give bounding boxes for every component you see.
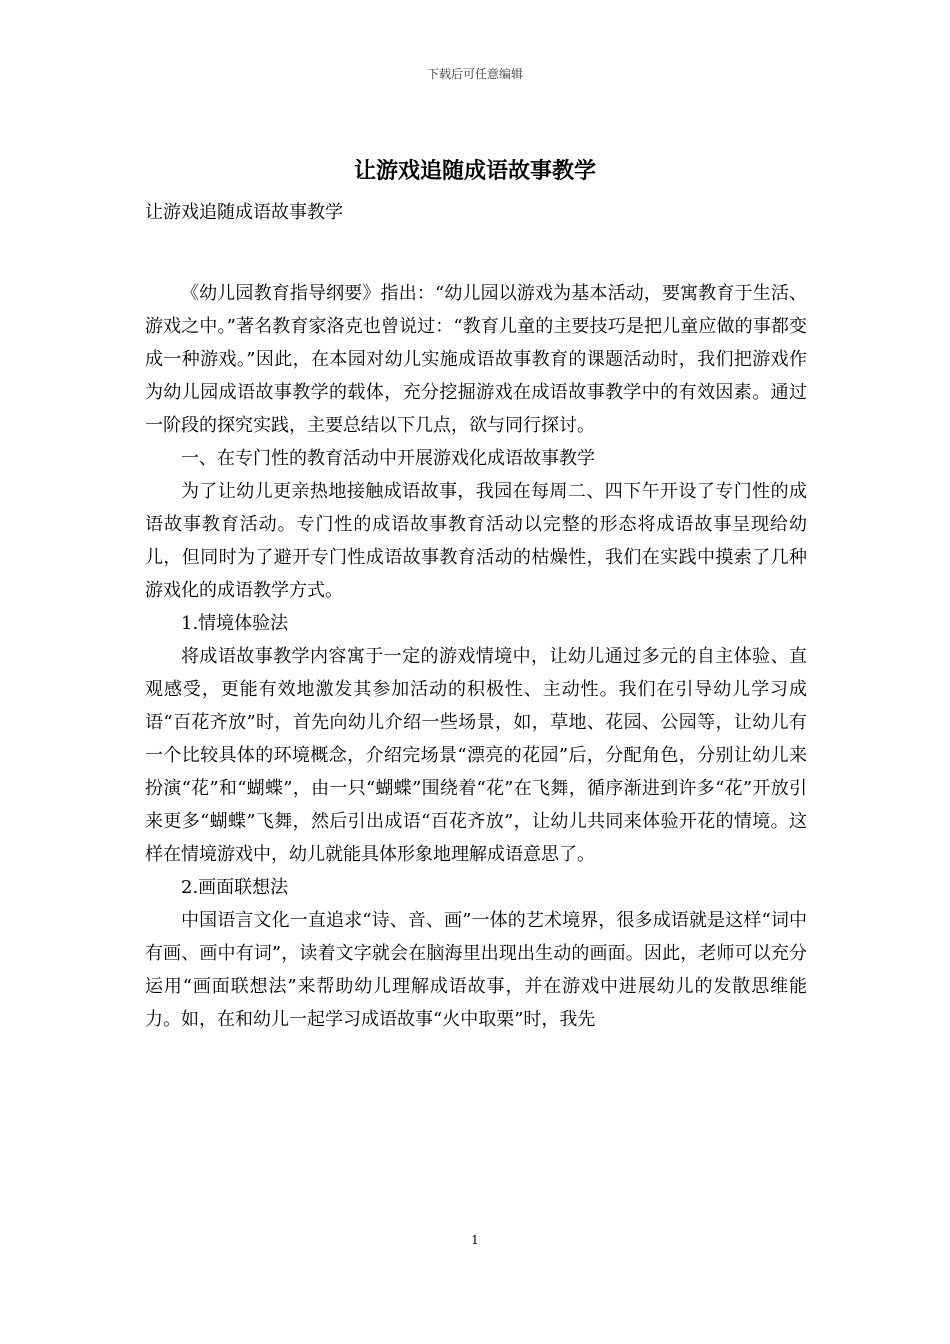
page-header: 下载后可任意编辑 [426,67,523,81]
document-body [145,196,807,1036]
picture-association-paragraph: 中国语言文化一直追求“诗、音、画”一体的艺术境界，很多成语就是这样“词中有画、画中有词”，读着文字就会在脑海里出现出生动的画面。因此，老师可以充分运用“画面联想法”来帮助幼儿理解成语故事，并在游戏中进展幼儿的发散思维能力。如，在和幼儿一起学习成语故事“火中取栗”时，我先 [145,910,807,1030]
intro-paragraph: 《幼儿园教育指导纲要》指出：“幼儿园以游戏为基本活动，要寓教育于生活、游戏之中。”著名教育家洛克也曾说过：“教育儿童的主要技巧是把儿童应做的事都变成一种游戏。”因此，在本园对幼儿实施成语故事教育的课题活动时，我们把游戏作为幼儿园成语故事教学的载体，充分挖掘游戏在成语故事教学中的有效因素。通过一阶段的探究实践，主要总结以下几点，欲与同行探讨。 [145,283,807,436]
situation-experience-paragraph: 将成语故事教学内容寓于一定的游戏情境中，让幼儿通过多元的自主体验、直观感受，更能有效地激发其参加活动的积极性、主动性。我们在引导幼儿学习成语“百花齐放”时，首先向幼儿介绍一些场景，如，草地、花园、公园等，让幼儿有一个比较具体的环境概念，介绍完场景“漂亮的花园”后，分配角色，分别让幼儿来扮演“花”和“蝴蝶”，由一只“蝴蝶”围绕着“花”在飞舞，循序渐进到许多“花”开放引来更多“蝴蝶”飞舞，然后引出成语“百花齐放”，让幼儿共同来体验开花的情境。这样在情境游戏中，幼儿就能具体形象地理解成语意思了。 [145,646,807,865]
subheading-picture-association: 2.画面联想法 [181,877,289,898]
section-heading-1: 一、在专门性的教育活动中开展游戏化成语故事教学 [181,448,595,469]
document-subtitle: 让游戏追随成语故事教学 [145,202,343,223]
document-title: 让游戏追随成语故事教学 [353,158,596,184]
section-1-paragraph: 为了让幼儿更亲热地接触成语故事，我园在每周二、四下午开设了专门性的成语故事教育活动。专门性的成语故事教育活动以完整的形态将成语故事呈现给幼儿，但同时为了避开专门性成语故事教育活动的枯燥性，我们在实践中摸索了几种游戏化的成语教学方式。 [145,481,807,601]
subheading-situation-experience: 1.情境体验法 [181,613,289,634]
page-number: 1 [471,1233,479,1247]
